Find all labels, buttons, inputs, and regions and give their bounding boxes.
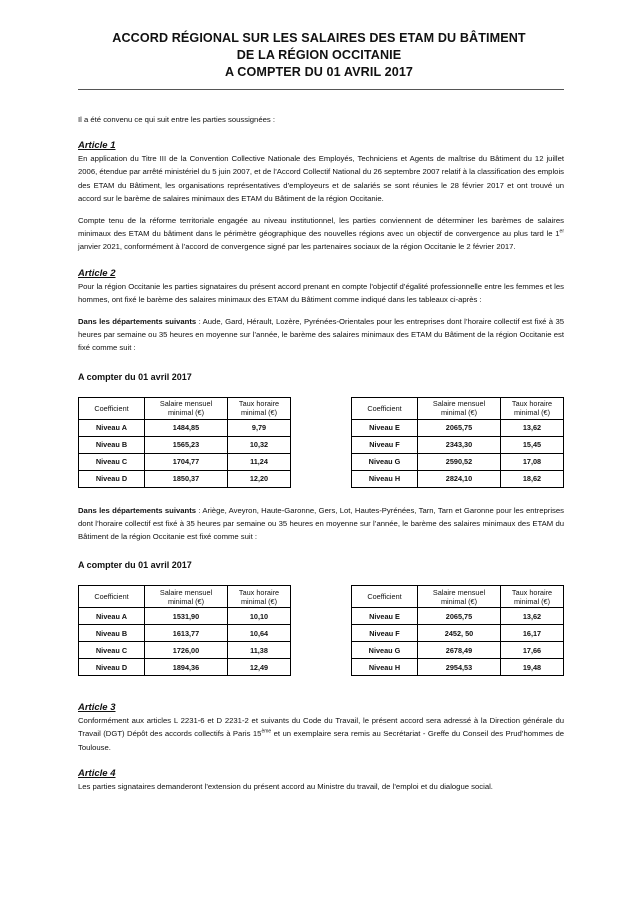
- cell-niveau: Niveau C: [79, 453, 145, 470]
- header-coefficient: Coefficient: [79, 586, 145, 608]
- cell-salaire: 1531,90: [145, 608, 228, 625]
- article-3-paragraph-1: Conformément aux articles L 2231-6 et D 2231-2 et suivants du Code du Travail, le présent accord sera adressé à la Direction générale du Travail (DGT) Dépôt des accords collectifs à Paris 15ème et un exemplaire sera remis au Secrétariat - Greffe du Conseil des Prud’hommes de Toulouse.: [78, 716, 564, 752]
- cell-niveau: Niveau F: [352, 625, 418, 642]
- table-row: [352, 453, 564, 470]
- cell-niveau: Niveau F: [352, 436, 418, 453]
- cell-niveau: Niveau G: [352, 642, 418, 659]
- salary-table-2-right: [351, 585, 564, 676]
- table-row: [79, 436, 291, 453]
- cell-taux: 10,64: [228, 625, 291, 642]
- article-2-paragraph-3: Dans les départements suivants : Ariège, Aveyron, Haute-Garonne, Gers, Lot, Hautes-Pyrénées, Tarn, Tarn et Garonne pour les entreprises dont l’horaire collectif est fixé à 35 heures par semaine ou 35 heures en moyenne sur l’année, le barème des salaires minimaux des ETAM du Bâtiment de la région Occitanie est fixé comme suit :: [78, 505, 564, 542]
- table-row: [352, 470, 564, 487]
- cell-salaire: 2065,75: [418, 608, 501, 625]
- cell-niveau: Niveau E: [352, 608, 418, 625]
- article-1-paragraph-2: Compte tenu de la réforme territoriale engagée au niveau institutionnel, les parties conviennent de déterminer les barèmes de salaires minimaux des ETAM du bâtiment dans le périmètre géographique des nouvelles régions avec un objectif de convergence au plus tard le 1er janvier 2021, conformément à l’accord de convergence signé par les partenaires sociaux de la région Occitanie le 2 février 2017.: [78, 216, 564, 252]
- header-salaire: Salaire mensuel minimal (€): [145, 586, 228, 608]
- table-row: [79, 642, 291, 659]
- cell-taux: 18,62: [501, 470, 564, 487]
- table-1-caption: A compter du 01 avril 2017: [78, 371, 192, 382]
- title-divider: [78, 89, 564, 90]
- header-salaire: Salaire mensuel minimal (€): [418, 586, 501, 608]
- cell-taux: 12,49: [228, 659, 291, 676]
- cell-taux: 12,20: [228, 470, 291, 487]
- table-header-row: [79, 586, 291, 608]
- article-4-paragraph-1: Les parties signataires demanderont l’extension du présent accord au Ministre du travail, de l’emploi et du dialogue social.: [78, 781, 493, 791]
- cell-salaire: 1484,85: [145, 419, 228, 436]
- article-1-paragraph-1: En application du Titre III de la Convention Collective Nationale des Employés, Techniciens et Agents de maîtrise du Bâtiment du 12 juillet 2006, étendue par arrêté ministériel du 5 juin 2007, et de l’Accord Collectif National du 26 septembre 2007 relatif à la classification des emplois des ETAM du Bâtiment, les organisations représentatives d’employeurs et de salariés se sont réunies le 28 février 2017 et ont trouvé un accord sur le barème de salaires minimaux des ETAM du Bâtiment de la région Occitanie.: [78, 154, 564, 203]
- header-coefficient: Coefficient: [352, 586, 418, 608]
- header-salaire: Salaire mensuel minimal (€): [418, 397, 501, 419]
- cell-niveau: Niveau G: [352, 453, 418, 470]
- cell-salaire: 1726,00: [145, 642, 228, 659]
- cell-taux: 13,62: [501, 419, 564, 436]
- article-2-heading: Article 2: [78, 267, 116, 279]
- article-3-heading: Article 3: [78, 702, 116, 714]
- salary-table-1-right: [351, 397, 564, 488]
- cell-niveau: Niveau B: [79, 625, 145, 642]
- cell-taux: 10,32: [228, 436, 291, 453]
- title-line-2: DE LA RÉGION OCCITANIE: [236, 48, 402, 62]
- intro-text: Il a été convenu ce qui suit entre les parties soussignées :: [78, 115, 275, 124]
- header-taux: Taux horaire minimal (€): [501, 397, 564, 419]
- cell-salaire: 2343,30: [418, 436, 501, 453]
- cell-taux: 19,48: [501, 659, 564, 676]
- table-row: [352, 625, 564, 642]
- cell-niveau: Niveau H: [352, 659, 418, 676]
- table-row: [79, 608, 291, 625]
- cell-niveau: Niveau A: [79, 419, 145, 436]
- cell-taux: 11,24: [228, 453, 291, 470]
- salary-table-1-left: [78, 397, 291, 488]
- cell-salaire: 2452, 50: [418, 625, 501, 642]
- cell-taux: 17,08: [501, 453, 564, 470]
- table-header-row: [79, 397, 291, 419]
- cell-niveau: Niveau H: [352, 470, 418, 487]
- cell-taux: 17,66: [501, 642, 564, 659]
- table-row: [352, 419, 564, 436]
- cell-salaire: 1565,23: [145, 436, 228, 453]
- cell-taux: 10,10: [228, 608, 291, 625]
- document-title: [60, 30, 578, 81]
- cell-taux: 16,17: [501, 625, 564, 642]
- cell-niveau: Niveau D: [79, 470, 145, 487]
- table-row: [79, 419, 291, 436]
- salary-tables-1: [78, 397, 564, 488]
- table-row: [352, 608, 564, 625]
- table-row: [352, 642, 564, 659]
- cell-taux: 15,45: [501, 436, 564, 453]
- cell-salaire: 1850,37: [145, 470, 228, 487]
- cell-salaire: 2954,53: [418, 659, 501, 676]
- table-2-caption: A compter du 01 avril 2017: [78, 560, 192, 571]
- table-row: [352, 659, 564, 676]
- header-taux: Taux horaire minimal (€): [501, 586, 564, 608]
- header-salaire: Salaire mensuel minimal (€): [145, 397, 228, 419]
- article-1-heading: Article 1: [78, 140, 116, 152]
- cell-niveau: Niveau E: [352, 419, 418, 436]
- header-coefficient: Coefficient: [79, 397, 145, 419]
- document-body: [78, 113, 564, 793]
- article-2-paragraph-1: Pour la région Occitanie les parties signataires du présent accord prenant en compte l’objectif d’égalité professionnelle entre les femmes et les hommes, ont fixé le barème des salaires minimaux des ETAM du Bâtiment comme indiqué dans les tableaux ci-après :: [78, 281, 564, 304]
- table-row: [79, 470, 291, 487]
- article-2-paragraph-2: Dans les départements suivants : Aude, Gard, Hérault, Lozère, Pyrénées-Orientales pour les entreprises dont l’horaire collectif est fixé à 35 heures par semaine ou 35 heures en moyenne sur l’année, le barème des salaires minimaux des ETAM du Bâtiment de la région Occitanie est fixé comme suit :: [78, 317, 564, 353]
- salary-table-2-left: [78, 585, 291, 676]
- cell-taux: 9,79: [228, 419, 291, 436]
- cell-niveau: Niveau C: [79, 642, 145, 659]
- cell-taux: 13,62: [501, 608, 564, 625]
- table-header-row: [352, 397, 564, 419]
- cell-salaire: 1894,36: [145, 659, 228, 676]
- cell-salaire: 2065,75: [418, 419, 501, 436]
- table-row: [79, 659, 291, 676]
- salary-tables-2: [78, 585, 564, 676]
- table-row: [79, 453, 291, 470]
- cell-salaire: 1704,77: [145, 453, 228, 470]
- article-4-heading: Article 4: [78, 767, 116, 779]
- cell-niveau: Niveau A: [79, 608, 145, 625]
- cell-taux: 11,38: [228, 642, 291, 659]
- cell-niveau: Niveau D: [79, 659, 145, 676]
- table-header-row: [352, 586, 564, 608]
- cell-salaire: 2590,52: [418, 453, 501, 470]
- header-coefficient: Coefficient: [352, 397, 418, 419]
- table-row: [352, 436, 564, 453]
- title-line-3: A COMPTER DU 01 AVRIL 2017: [224, 65, 414, 79]
- cell-salaire: 1613,77: [145, 625, 228, 642]
- cell-salaire: 2824,10: [418, 470, 501, 487]
- header-taux: Taux horaire minimal (€): [228, 586, 291, 608]
- table-row: [79, 625, 291, 642]
- cell-niveau: Niveau B: [79, 436, 145, 453]
- header-taux: Taux horaire minimal (€): [228, 397, 291, 419]
- cell-salaire: 2678,49: [418, 642, 501, 659]
- title-line-1: ACCORD RÉGIONAL SUR LES SALAIRES DES ETAM DU BÂTIMENT: [112, 31, 526, 45]
